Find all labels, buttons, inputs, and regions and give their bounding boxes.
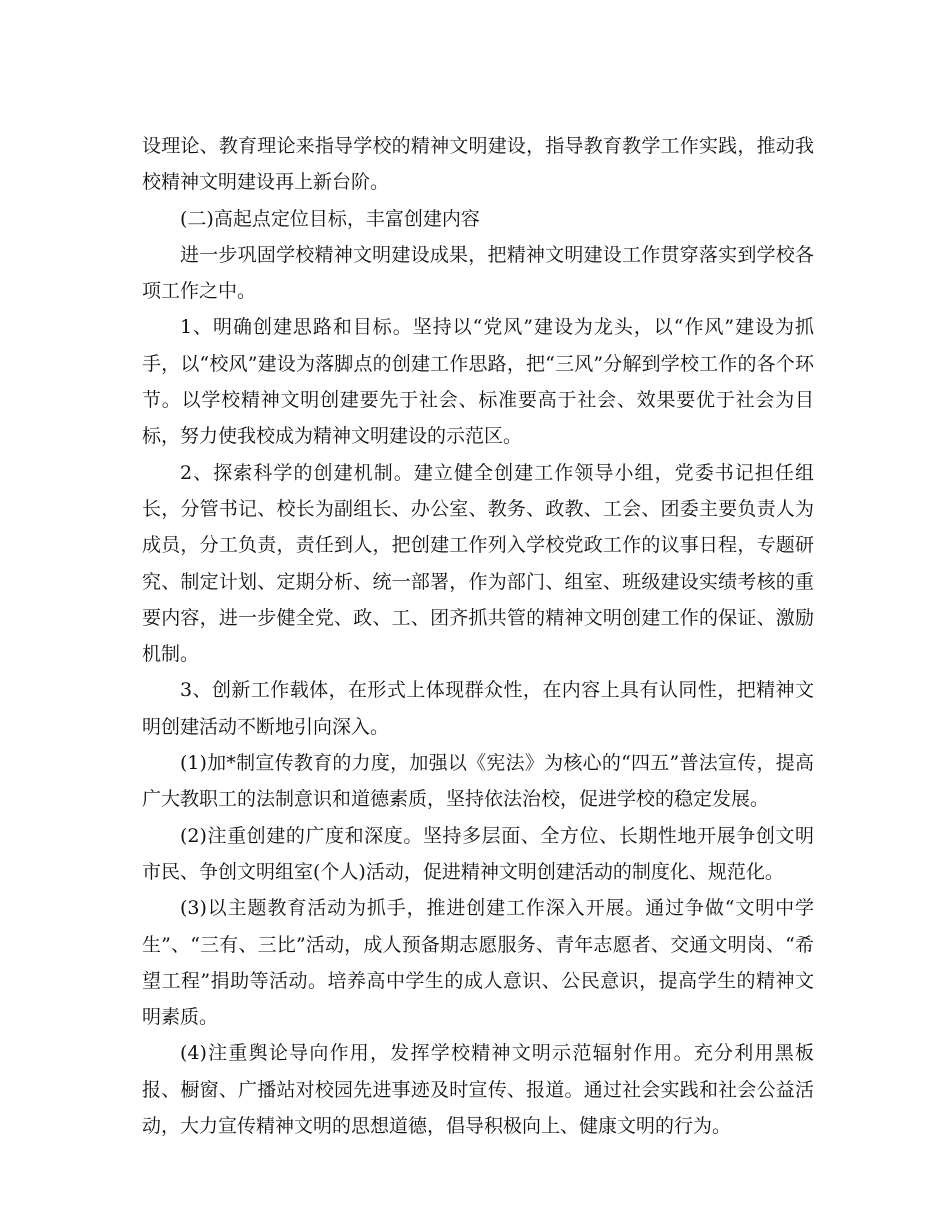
document-body xyxy=(142,128,814,1144)
section-heading: (二)高起点定位目标，丰富创建内容 xyxy=(180,207,480,230)
paragraph-item-1: 1、明确创建思路和目标。坚持以“党风”建设为龙头，以“作风”建设为抓手，以“校风”建设为落脚点的创建工作思路，把“三风”分解到学校工作的各个环节。以学校精神文明创建要先于社会、标准要高于社会、效果要优于社会为目标，努力使我校成为精神文明建设的示范区。 xyxy=(142,316,814,448)
paragraph-subitem-3: (3)以主题教育活动为抓手，推进创建工作深入开展。通过争做“文明中学生”、“三有、三比”活动，成人预备期志愿服务、青年志愿者、交通文明岗、“希望工程”捐助等活动。培养高中学生的成人意识、公民意识，提高学生的精神文明素质。 xyxy=(142,897,814,1029)
paragraph-subitem-1: (1)加*制宣传教育的力度，加强以《宪法》为核心的“四五”普法宣传，提高广大教职工的法制意识和道德素质，坚持依法治校，促进学校的稳定发展。 xyxy=(142,752,814,811)
paragraph-continuation: 设理论、教育理论来指导学校的精神文明建设，指导教育教学工作实践，推动我校精神文明建设再上新台阶。 xyxy=(142,135,814,194)
paragraph-item-2: 2、探索科学的创建机制。建立健全创建工作领导小组，党委书记担任组长，分管书记、校长为副组长、办公室、教务、政教、工会、团委主要负责人为成员，分工负责，责任到人，把创建工作列入学校党政工作的议事日程，专题研究、制定计划、定期分析、统一部署，作为部门、组室、班级建设实绩考核的重要内容，进一步健全党、政、工、团齐抓共管的精神文明创建工作的保证、激励机制。 xyxy=(142,461,814,666)
paragraph-subitem-4: (4)注重舆论导向作用，发挥学校精神文明示范辐射作用。充分利用黑板报、橱窗、广播站对校园先进事迹及时宣传、报道。通过社会实践和社会公益活动，大力宣传精神文明的思想道德，倡导积极向上、健康文明的行为。 xyxy=(142,1042,814,1138)
paragraph-intro: 进一步巩固学校精神文明建设成果，把精神文明建设工作贯穿落实到学校各项工作之中。 xyxy=(142,243,814,303)
paragraph-item-3: 3、创新工作载体，在形式上体现群众性，在内容上具有认同性，把精神文明创建活动不断地引向深入。 xyxy=(142,679,814,738)
paragraph-subitem-2: (2)注重创建的广度和深度。坚持多层面、全方位、长期性地开展争创文明市民、争创文明组室(个人)活动，促进精神文明创建活动的制度化、规范化。 xyxy=(142,824,814,883)
